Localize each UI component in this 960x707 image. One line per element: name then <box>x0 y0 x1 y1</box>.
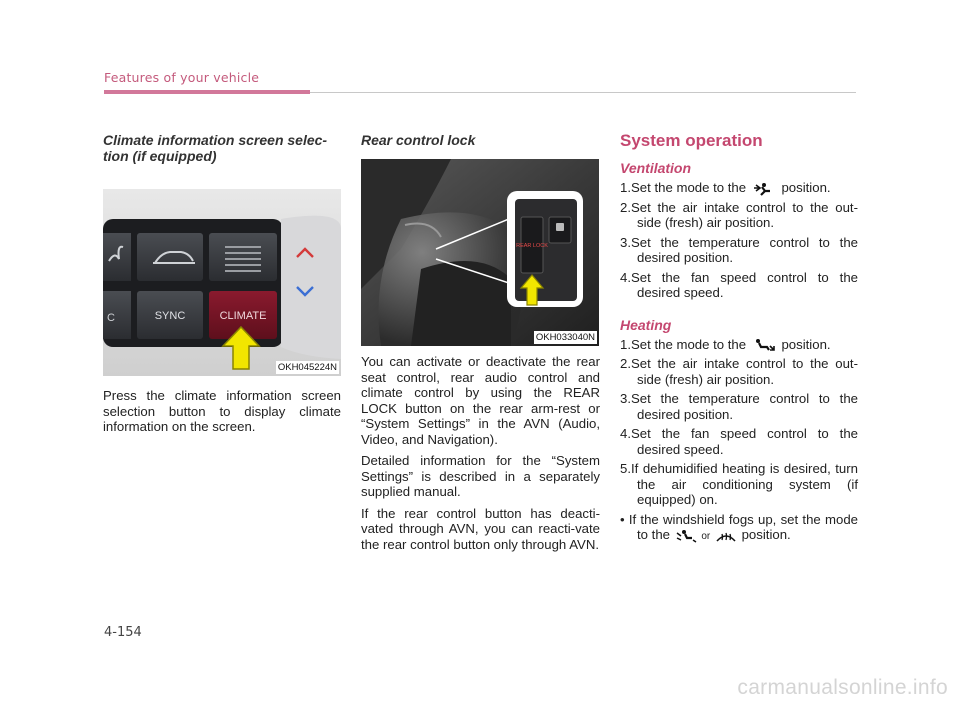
column-climate-info <box>103 132 341 441</box>
seat-heater-icon <box>556 223 564 231</box>
floor-mode-icon <box>750 338 778 352</box>
heating-heading: Heating <box>620 316 672 333</box>
list-item: 5.If dehumidified heating is desired, turn the air conditioning system (if equipped) on. <box>620 461 858 508</box>
figure-code: OKH033040N <box>535 332 595 343</box>
list-item: 2.Set the air intake control to the out-side (fresh) air position. <box>620 356 858 387</box>
rear-seat-figure <box>361 159 599 346</box>
ac-button-partial-label: C <box>107 312 115 324</box>
system-operation-heading: System operation <box>620 131 763 150</box>
list-item: 4.Set the fan speed control to the desired speed. <box>620 269 858 301</box>
rear-seat-illustration <box>361 159 599 346</box>
floor-defrost-mode-icon <box>674 529 698 543</box>
list-item: 2.Set the air intake control to the out-side (fresh) air position. <box>620 199 858 231</box>
step-text: position. <box>781 180 831 195</box>
list-item: 3.Set the temperature control to the desired position. <box>620 234 858 266</box>
rear-lock-paragraph-3: If the rear control button has deacti-vated through AVN, you can reacti-vate the rear control button only through AVN. <box>361 505 600 552</box>
heating-steps <box>620 337 858 545</box>
step-text: position. <box>741 527 791 543</box>
watermark: carmanualsonline.info <box>737 676 948 699</box>
climate-panel-figure <box>103 189 341 376</box>
section-title: Features of your vehicle <box>104 70 260 85</box>
list-item: 3.Set the temperature control to the desired position. <box>620 391 858 422</box>
climate-panel-illustration <box>103 189 341 376</box>
header-rule <box>310 92 856 93</box>
rear-lock-paragraph-2: Detailed information for the “System Settings” is described in a separately supplied manual. <box>361 453 600 499</box>
list-item <box>620 512 858 545</box>
column-rear-lock <box>361 132 600 558</box>
rear-lock-paragraph-1: You can activate or deactivate the rear seat control, rear audio control and climate control by using the REAR LOCK button on the rear arm-rest or “System Settings” in the AVN (Audio, Video, and Navigation). <box>361 354 600 447</box>
ventilation-steps <box>620 180 858 301</box>
list-item <box>620 180 858 196</box>
figure-code: OKH045224N <box>277 362 337 373</box>
climate-button-label: CLIMATE <box>219 310 267 322</box>
step-text: position. <box>781 336 831 352</box>
list-item <box>620 337 858 353</box>
step-text: • If the windshield fogs up, set the mode to the <box>620 511 858 543</box>
step-text: 1.Set the mode to the <box>620 180 747 195</box>
sync-button-label: SYNC <box>154 310 186 322</box>
climate-info-paragraph: Press the climate information screen selection button to display climate information on the screen. <box>103 388 341 434</box>
column-system-operation <box>620 132 858 561</box>
step-text: 1.Set the mode to the <box>620 336 747 352</box>
page-number: 4-154 <box>104 625 142 640</box>
climate-info-heading: Climate information screen selec-tion (if equipped) <box>103 132 328 164</box>
or-text: or <box>701 531 711 543</box>
list-item: 4.Set the fan speed control to the desired speed. <box>620 426 858 457</box>
header-accent-bar <box>104 90 310 94</box>
ventilation-heading: Ventilation <box>620 160 692 176</box>
rear-lock-heading: Rear control lock <box>361 132 476 148</box>
rear-lock-button-label: REAR LOCK <box>516 243 548 249</box>
ventilation-mode-icon <box>750 182 778 196</box>
defrost-mode-icon <box>714 529 738 543</box>
